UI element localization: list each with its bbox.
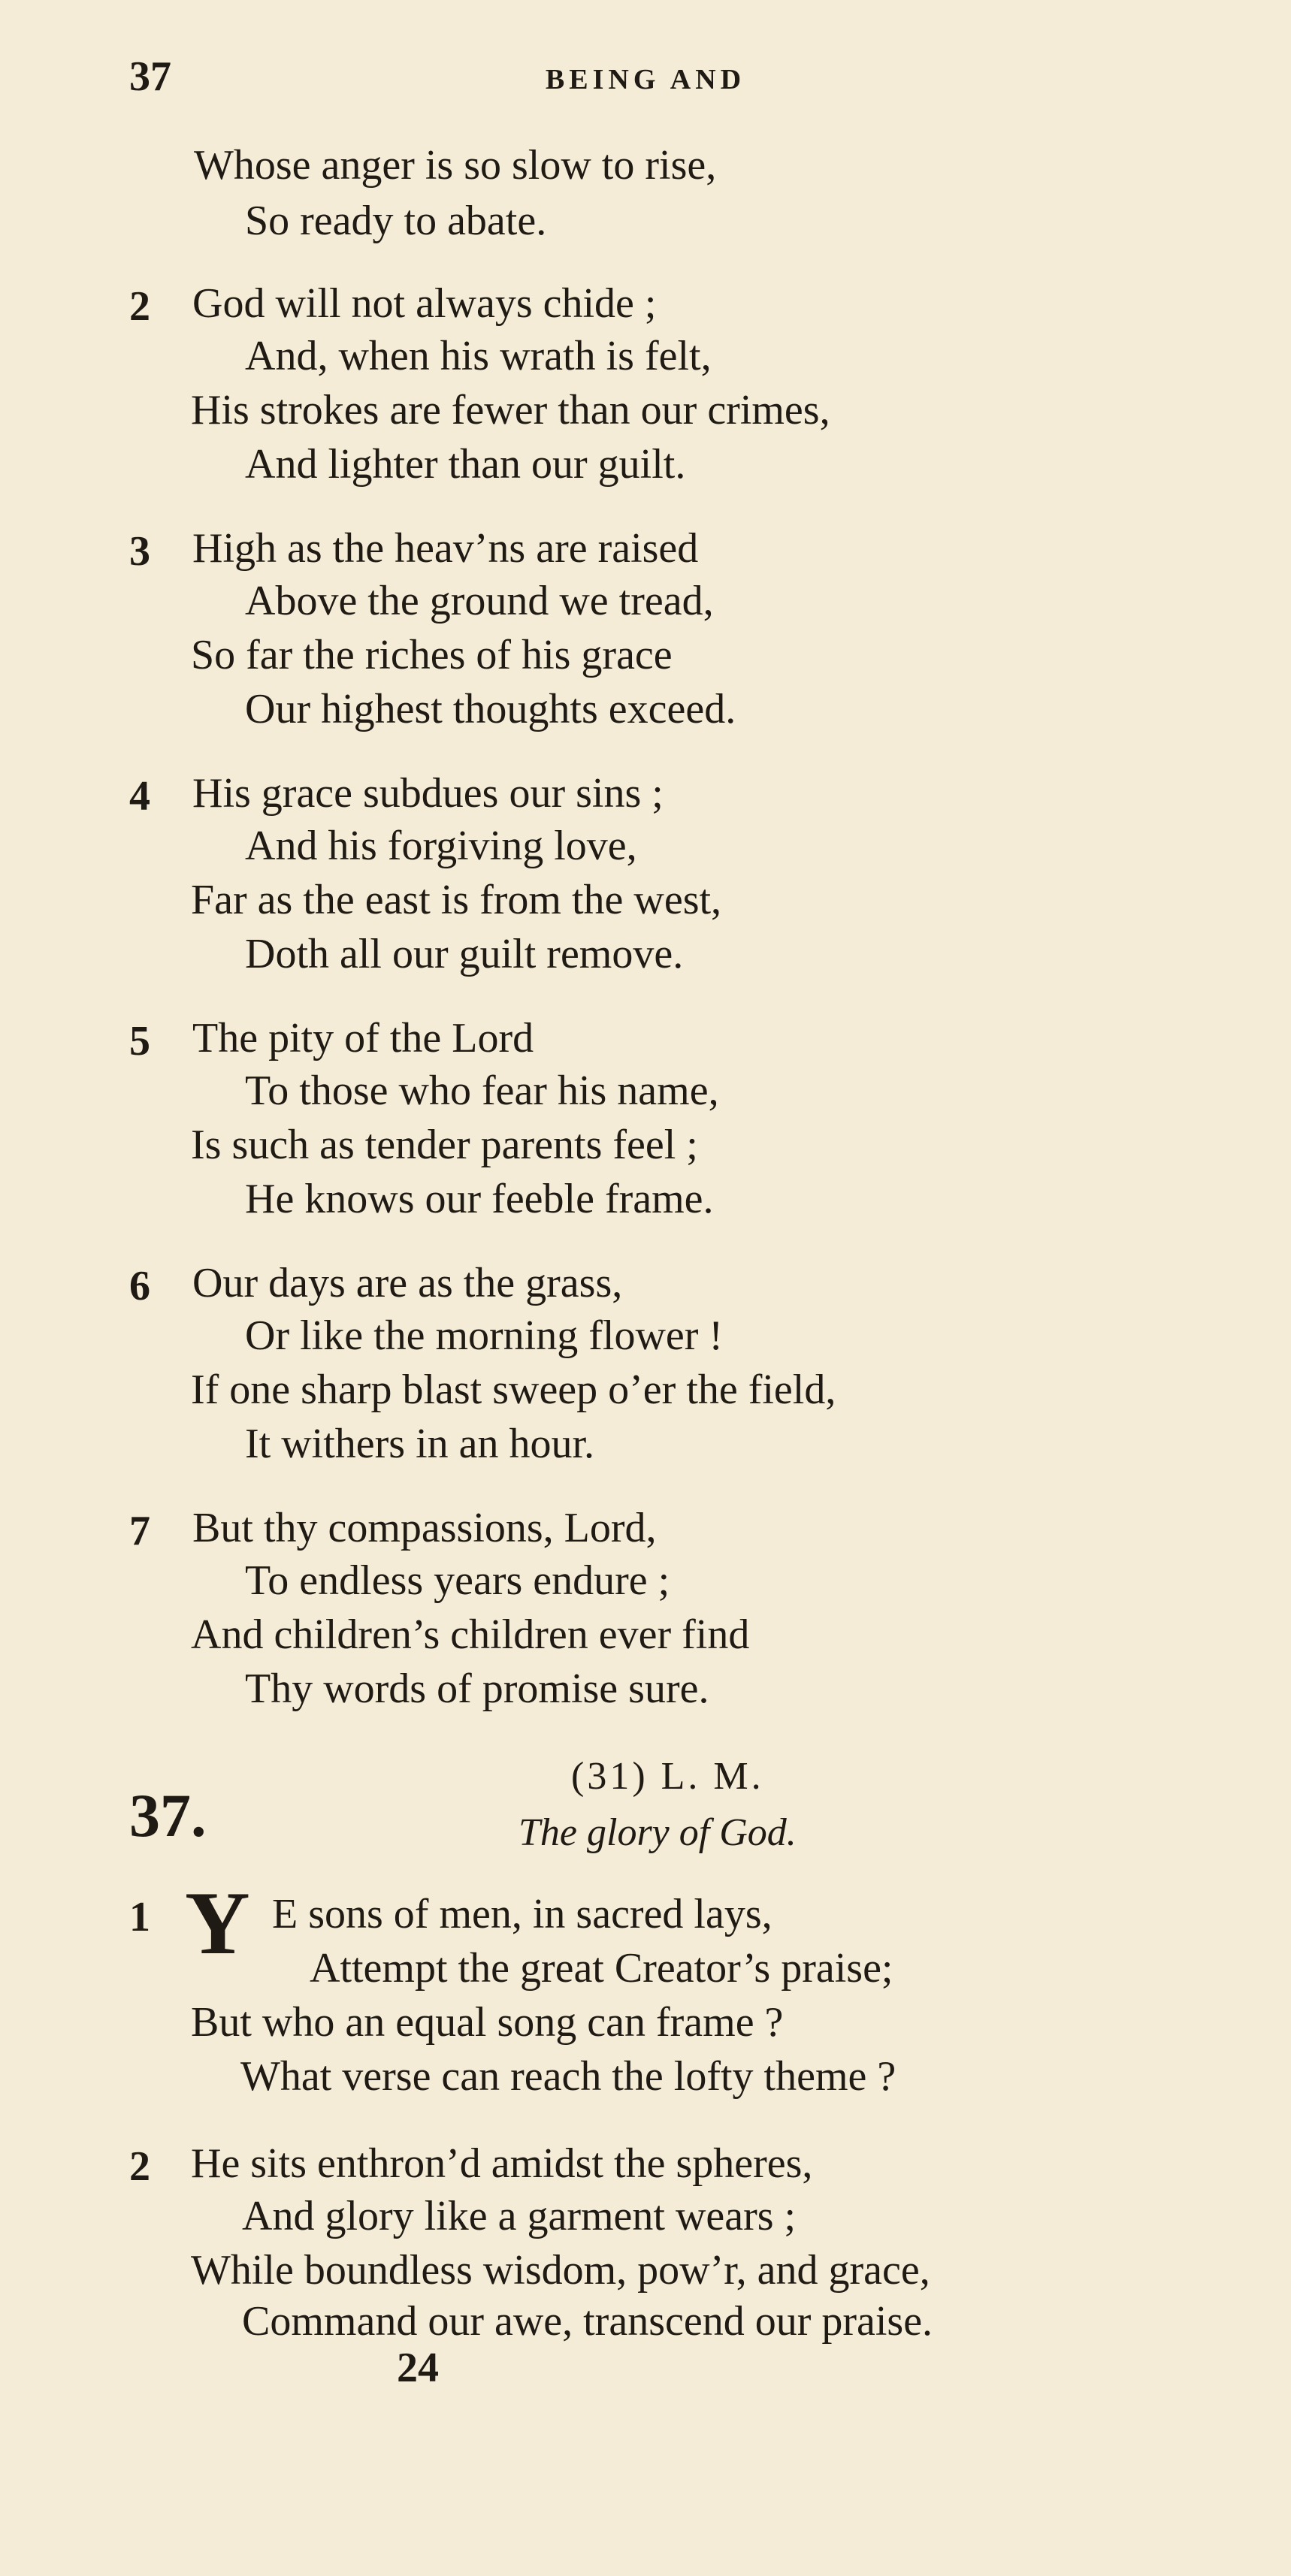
verse-line: And lighter than our guilt. [245, 441, 686, 488]
verse-line: And children’s children ever find [191, 1611, 750, 1658]
verse-line: Is such as tender parents feel ; [191, 1122, 698, 1168]
verse-line: If one sharp blast sweep o’er the field, [191, 1367, 836, 1413]
verse-line: Our days are as the grass, [192, 1260, 623, 1306]
verse-number: 2 [129, 283, 150, 330]
verse-number: 6 [129, 1263, 150, 1309]
verse-line: High as the heav’ns are raised [192, 525, 699, 572]
hymn-title: The glory of God. [519, 1811, 797, 1854]
verse-line: Thy words of promise sure. [245, 1665, 709, 1712]
verse-line: To endless years endure ; [245, 1557, 670, 1604]
page-number: 37 [129, 53, 171, 100]
verse-number: 3 [129, 528, 150, 575]
verse-line: But thy compassions, Lord, [192, 1505, 657, 1551]
verse-line: While boundless wisdom, pow’r, and grace, [191, 2247, 930, 2294]
verse-line: His strokes are fewer than our crimes, [191, 387, 830, 433]
verse-number: 7 [129, 1508, 150, 1554]
intro-line: So ready to abate. [245, 198, 547, 244]
verse-line: Command our awe, transcend our praise. [242, 2298, 933, 2345]
verse-line: Far as the east is from the west, [191, 877, 722, 923]
running-head: BEING AND [545, 64, 746, 95]
verse-number: 1 [129, 1894, 150, 1940]
verse-line: The pity of the Lord [192, 1015, 534, 1062]
verse-line: He knows our feeble frame. [245, 1176, 714, 1222]
intro-line: Whose anger is so slow to rise, [194, 142, 717, 189]
verse-line: His grace subdues our sins ; [192, 770, 664, 817]
page-header [0, 45, 1291, 113]
verse-number: 5 [129, 1018, 150, 1065]
verse-line: But who an equal song can frame ? [191, 1999, 784, 2046]
hymn-meter: (31) L. M. [571, 1755, 764, 1798]
verse-line: And his forgiving love, [245, 823, 637, 869]
verse-line: And, when his wrath is felt, [245, 333, 712, 379]
verse-line: So far the riches of his grace [191, 632, 673, 678]
verse-number: 2 [129, 2143, 150, 2190]
verse-line: God will not always chide ; [192, 280, 657, 327]
verse-line: It withers in an hour. [245, 1421, 595, 1467]
drop-cap: Y [185, 1873, 250, 1973]
verse-line: Doth all our guilt remove. [245, 931, 684, 977]
verse-line: Attempt the great Creator’s praise; [310, 1945, 893, 1992]
verse-line: Above the ground we tread, [245, 578, 714, 624]
verse-line: E sons of men, in sacred lays, [272, 1891, 772, 1937]
verse-line: What verse can reach the lofty theme ? [240, 2053, 896, 2100]
verse-line: Our highest thoughts exceed. [245, 686, 736, 732]
verse-line: Or like the morning flower ! [245, 1312, 724, 1359]
verse-line: And glory like a garment wears ; [242, 2193, 797, 2239]
verse-number: 4 [129, 773, 150, 820]
verse-line: To those who fear his name, [245, 1068, 719, 1114]
verse-line: He sits enthron’d amidst the spheres, [191, 2140, 813, 2187]
hymn-number: 37. [129, 1781, 207, 1850]
signature-mark: 24 [397, 2345, 439, 2391]
